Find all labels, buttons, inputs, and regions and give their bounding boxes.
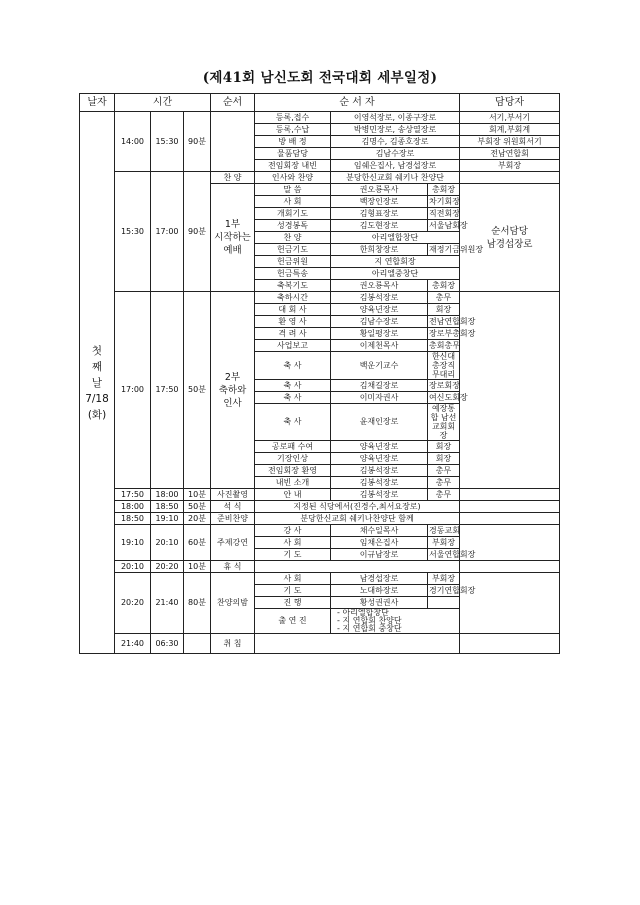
order-cell: 석 식 [211,501,255,513]
end-time: 21:40 [151,573,184,634]
performer-line: - 지 연합회 중창단 [337,624,402,633]
table-row [80,561,560,573]
order-cell: 준비찬양 [211,513,255,525]
manager-line: 순서담당 [491,225,528,237]
presenter-cell: 백운기교수 [331,352,428,380]
order-line: 축하와 [218,384,247,396]
table-row [80,112,560,124]
title-cell: 여신도회장 [429,392,468,402]
presenter-cell: 지 연합회장 [331,256,460,268]
end-time: 18:00 [151,489,184,501]
presenter-cell: 김남수장로 [331,316,428,328]
header-row [80,94,560,112]
title-cell: 예장통합 남선교회회장 [428,404,460,441]
presenter-cell: 황일평장로 [331,328,428,340]
manager-cell [460,489,560,501]
presenter-cell: 김봉석장로 [331,489,428,501]
start-time: 18:50 [115,513,151,525]
table-row [80,501,560,513]
presenter-cell [255,561,460,573]
role-cell: 강 사 [255,525,331,537]
performers-cell [331,609,460,634]
duration: 50분 [184,501,211,513]
title-cell: 서울연합회장 [429,549,476,559]
title-cell: 총회총무 [429,340,460,350]
title-cell: 전남연합회장 [429,316,476,326]
start-time: 17:50 [115,489,151,501]
role-cell: 전임회장 환영 [255,465,331,477]
manager-cell: 부회장 [460,160,560,172]
start-time: 17:00 [115,292,151,489]
table-row [80,172,560,184]
manager-cell [460,172,560,184]
role-cell: 성경봉독 [255,220,331,232]
presenter-cell: 양육년장로 [331,304,428,316]
day-weekday: (화) [87,408,107,421]
presenter-cell: 남경섭장로 [331,573,428,585]
header-time: 시간 [115,94,211,112]
order-cell [211,292,255,489]
end-time: 20:20 [151,561,184,573]
presenter-cell: 김남수장로 [331,148,460,160]
role-cell: 축 사 [255,392,331,404]
table-row [80,634,560,654]
role-cell: 사 회 [255,537,331,549]
role-cell: 기 도 [255,549,331,561]
title-cell: 회장 [428,304,460,316]
title-cell: 직전회장 [429,208,460,218]
duration: 80분 [184,573,211,634]
title-cell: 총무 [428,477,460,489]
role-cell: 축하시간 [255,292,331,304]
table-row [80,513,560,525]
presenter-cell: 양육년장로 [331,441,428,453]
header-date: 날자 [80,94,115,112]
order-cell: 취 침 [211,634,255,654]
presenter-cell: 김형표장로 [331,208,428,220]
title-cell: 회장 [428,441,460,453]
title-cell: 총회장 [428,280,460,292]
order-line: 인사 [223,397,242,409]
role-cell: 축 사 [255,380,331,392]
day-label-3: 날 [91,376,103,389]
duration: 90분 [184,172,211,292]
role-cell: 대 회 사 [255,304,331,316]
role-cell: 사업보고 [255,340,331,352]
presenter-cell: 김채길장로 [331,380,428,392]
manager-cell: 전남연합회 [460,148,560,160]
title-cell: 경동교회 [429,525,460,535]
duration: 10분 [184,561,211,573]
duration: 10분 [184,489,211,501]
presenter-cell: 권오룡목사 [331,280,428,292]
duration: 60분 [184,525,211,561]
title-cell: 재정기금위원장 [429,244,484,254]
manager-cell: 회계,부회계 [460,124,560,136]
role-cell: 기장인상 [255,453,331,465]
manager-cell [460,184,560,292]
title-cell: 차기회장 [429,196,460,206]
title-cell: 총무 [428,465,460,477]
presenter-cell: 윤재인장로 [331,404,428,441]
role-cell: 등록,수납 [255,124,331,136]
role-cell: 찬 양 [255,232,331,244]
order-cell: 휴 식 [211,561,255,573]
role-cell: 헌금위원 [255,256,331,268]
role-cell: 내빈 소개 [255,477,331,489]
title-cell: 부회장 [428,537,460,549]
order-cell [211,184,255,292]
role-cell: 인사와 찬양 [255,172,331,184]
presenter-cell: 김도현장로 [331,220,428,232]
manager-cell: 서기,부서기 [460,112,560,124]
presenter-cell: 이규남장로 [331,549,428,561]
order-cell: 사진촬영 [211,489,255,501]
title-cell: 장로회장 [429,380,460,390]
presenter-cell: 아리엘중창단 [331,268,460,280]
start-time: 18:00 [115,501,151,513]
role-cell: 물품담당 [255,148,331,160]
start-time: 20:10 [115,561,151,573]
title-cell: 총무 [428,489,460,501]
title-cell: 경기연합회장 [429,585,476,595]
order-cell [211,112,255,172]
order-cell: 주제강연 [211,525,255,561]
manager-cell [460,634,560,654]
presenter-cell: 김봉석장로 [331,292,428,304]
role-cell: 등록,접수 [255,112,331,124]
duration [184,634,211,654]
role-cell: 헌금기도 [255,244,331,256]
manager-cell [460,501,560,513]
end-time: 06:30 [151,634,184,654]
duration: 90분 [184,112,211,172]
role-cell: 출 연 진 [255,609,331,634]
order-cell: 찬양의밤 [211,573,255,634]
manager-line: 남경섭장로 [486,238,533,250]
table-row [80,489,560,501]
presenter-cell: 박병민장로, 송상열장로 [331,124,460,136]
presenter-cell: 지정된 식당에서(진경수,최서요장로) [255,501,460,513]
day-date: 7/18 [85,392,109,405]
order-line: 시작하는 [214,232,251,243]
presenter-cell: 분당한신교회 쉐키나 찬양단 [331,172,460,184]
role-cell: 진 행 [255,597,331,609]
manager-cell [460,513,560,525]
role-cell: 격 려 사 [255,328,331,340]
role-cell: 기 도 [255,585,331,597]
presenter-cell: 김봉석장로 [331,465,428,477]
presenter-cell: 임쉐은집사, 남경섭장로 [331,160,460,172]
start-time: 20:20 [115,573,151,634]
role-cell: 축 사 [255,404,331,441]
table-row [80,573,560,585]
presenter-cell: 이영석장로, 이종구장로 [331,112,460,124]
title-cell: 총회장 [428,184,460,196]
role-cell: 축복기도 [255,280,331,292]
title-cell: 서울남회장 [429,220,468,230]
presenter-cell: 노대하장로 [331,585,428,597]
presenter-cell: 채수일목사 [331,525,428,537]
presenter-cell: 이미자권사 [331,392,428,404]
performer-line: - 지 연합회 찬양단 [337,616,402,625]
manager-cell: 부회장 위원회서기 [460,136,560,148]
end-time: 18:50 [151,501,184,513]
duration: 20분 [184,513,211,525]
day-label-2: 째 [91,360,103,373]
order-cell: 찬 양 [211,172,255,184]
day-cell [80,112,115,654]
role-cell: 말 씀 [255,184,331,196]
table-row [80,525,560,537]
presenter-cell: 김봉석장로 [331,477,428,489]
end-time: 17:00 [151,172,184,292]
manager-cell [460,561,560,573]
title-cell: 부회장 [428,573,460,585]
presenter-cell: 백장인장로 [331,196,428,208]
role-cell: 축 사 [255,352,331,380]
performer-line: - 아리엘합창단 [337,608,389,617]
role-cell: 전임회장 내빈 [255,160,331,172]
role-cell: 안 내 [255,489,331,501]
presenter-cell: 황성권권사 [331,597,428,609]
presenter-cell [255,634,460,654]
end-time: 19:10 [151,513,184,525]
presenter-cell: 양육년장로 [331,453,428,465]
title-cell: 회장 [428,453,460,465]
presenter-cell: 아리엘합창단 [331,232,460,244]
header-presenter: 순 서 자 [255,94,460,112]
schedule-table [79,93,560,654]
presenter-cell: 김명수, 김종호장로 [331,136,460,148]
role-cell: 헌금특송 [255,268,331,280]
presenter-cell: 이제천목사 [331,340,428,352]
header-order: 순서 [211,94,255,112]
role-cell: 방 배 정 [255,136,331,148]
presenter-cell: 권오룡목사 [331,184,428,196]
manager-cell [460,573,560,634]
title-cell: 한신대총장직무대리 [428,352,460,380]
start-time: 19:10 [115,525,151,561]
title-cell: 총무 [428,292,460,304]
end-time: 15:30 [151,112,184,172]
table-row [80,292,560,304]
end-time: 17:50 [151,292,184,489]
end-time: 20:10 [151,525,184,561]
role-cell: 사 회 [255,196,331,208]
order-line: 2부 [224,371,241,383]
start-time: 21:40 [115,634,151,654]
role-cell: 환 영 사 [255,316,331,328]
page-title: (제41회 남신도회 전국대회 세부일정) [202,70,438,86]
presenter-cell: 한희창장로 [331,244,428,256]
role-cell: 공로패 수여 [255,441,331,453]
day-label-1: 첫 [91,344,103,357]
order-line: 1부 [224,219,241,230]
header-manager: 담당자 [460,94,560,112]
start-time: 14:00 [115,112,151,172]
presenter-cell: 임채은집사 [331,537,428,549]
presenter-cell: 분당한신교회 쉐키나찬양단 함께 [255,513,460,525]
role-cell: 사 회 [255,573,331,585]
start-time: 15:30 [115,172,151,292]
title-cell [428,597,460,609]
order-line: 예배 [223,245,242,256]
title-cell: 장로부총회장 [429,328,476,338]
duration: 50분 [184,292,211,489]
role-cell: 개회기도 [255,208,331,220]
